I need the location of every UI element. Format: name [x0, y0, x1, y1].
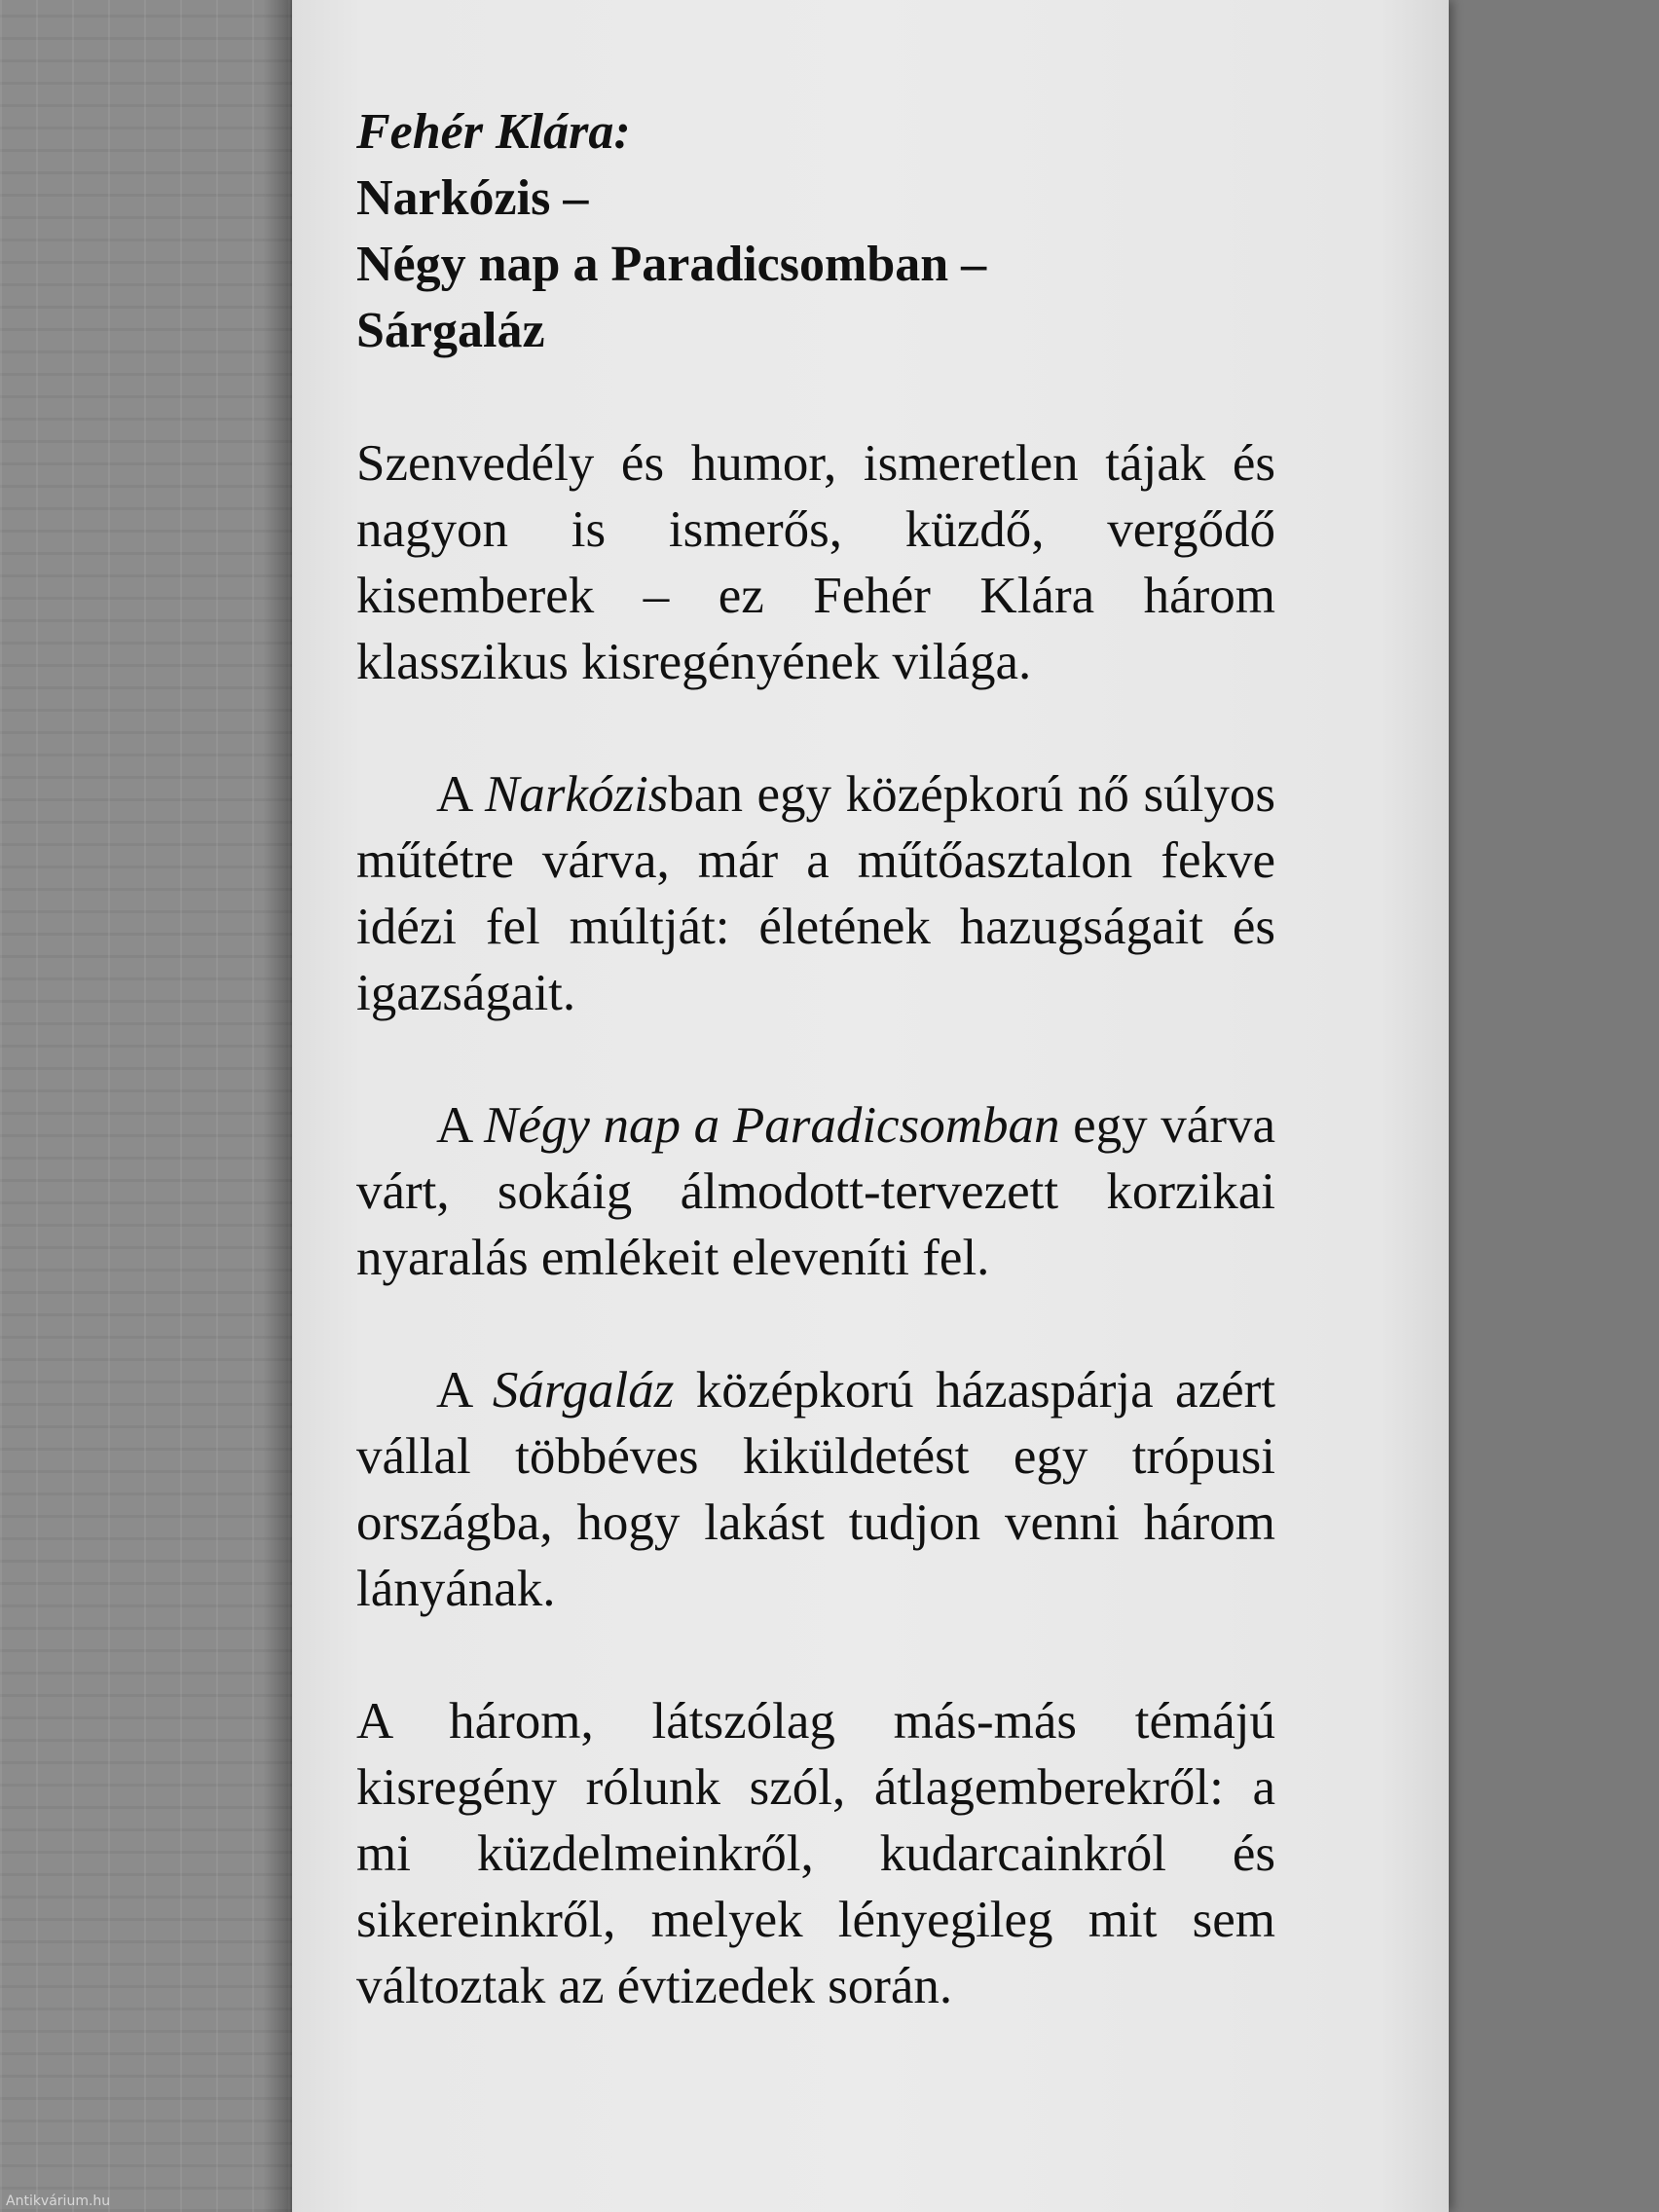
paragraph-body: középkorú házaspárja azért vállal többéves kiküldetést egy trópusi országba, hogy lakást tudjon venni három lányának. — [356, 1362, 1276, 1617]
paragraph-negy-nap — [356, 1092, 1275, 1291]
page-edge-shadow — [263, 0, 296, 2212]
blurb-text — [356, 99, 1275, 2019]
title-line-2: Négy nap a Paradicsomban – — [356, 237, 987, 292]
title-line-3: Sárgaláz — [356, 303, 545, 358]
background-right — [1449, 0, 1659, 2212]
paragraph-sargalaz — [356, 1357, 1275, 1622]
paragraph-lead: A — [436, 1362, 493, 1419]
closing-paragraph: A három, látszólag más-más témájú kisregény rólunk szól, átlagemberekről: a mi küzdelmeinkről, kudarcainkról és sikereinkről, melyek lényegileg mit sem változtak az évtizedek során. — [356, 1693, 1275, 2014]
paragraph-body: egy várva várt, sokáig álmodott-tervezett korzikai nyaralás emlékeit eleveníti fel. — [356, 1097, 1275, 1286]
book-title-italic: Sárgaláz — [492, 1362, 675, 1419]
title-line-1: Narkózis – — [356, 170, 589, 226]
watermark: Antikvárium.hu — [6, 2194, 111, 2209]
book-title-italic: Narkózis — [484, 766, 669, 823]
book-page — [292, 0, 1449, 2212]
intro-paragraph: Szenvedély és humor, ismeretlen tájak és nagyon is ismerős, küzdő, vergődő kisemberek – ez Fehér Klára három klasszikus kisregényének világa. — [356, 435, 1275, 690]
author-name: Fehér Klára: — [356, 104, 631, 160]
paragraph-narkozis — [356, 761, 1275, 1026]
book-title-italic: Négy nap a Paradicsomban — [484, 1097, 1060, 1154]
paragraph-body: ban egy középkorú nő súlyos műtétre várva, már a műtőasztalon fekve idézi fel múltját: életének hazugságait és igazságait. — [356, 766, 1275, 1021]
paragraph-lead: A — [436, 1097, 484, 1154]
paragraph-lead: A — [436, 766, 485, 823]
background-left-wood — [0, 0, 292, 2212]
